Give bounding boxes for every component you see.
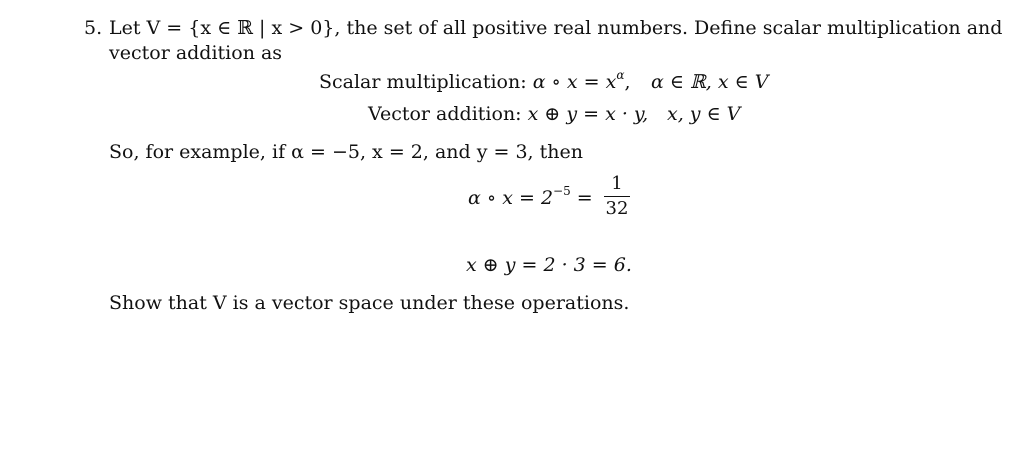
task-statement: Show that V is a vector space under these operations. — [109, 292, 630, 314]
example1-equals: = — [576, 187, 593, 209]
intro-line-2: vector addition as — [109, 42, 283, 64]
vector-formula: x ⊕ y = x · y, — [527, 103, 649, 125]
fraction-bar — [604, 196, 630, 197]
example-1 — [468, 184, 593, 209]
scalar-formula: α ∘ x = x — [532, 71, 617, 93]
vector-label: Vector addition: — [368, 103, 522, 125]
vector-addition-definition — [368, 105, 648, 124]
intro-line-1: Let V = {x ∈ ℝ | x > 0}, the set of all positive real numbers. Define scalar multiplication and — [109, 17, 1003, 39]
vector-condition: x, y ∈ V — [667, 103, 741, 125]
fraction-one-thirty-second — [604, 175, 630, 218]
example-2: x ⊕ y = 2 · 3 = 6. — [466, 254, 632, 276]
scalar-multiplication-definition: Scalar multiplication: α ∘ $x = x^\alpha$, — [319, 68, 631, 93]
scalar-label: Scalar multiplication: — [319, 71, 527, 93]
fraction-numerator: 1 — [611, 173, 623, 194]
example-intro: So, for example, if α = −5, x = 2, and y = 3, then — [109, 141, 583, 163]
scalar-exponent: α — [616, 68, 625, 82]
example1-exponent: −5 — [553, 184, 571, 198]
scalar-condition: α ∈ ℝ, x ∈ V — [651, 71, 769, 93]
problem-number: 5. — [84, 17, 103, 39]
example1-lhs: α ∘ x = 2 — [468, 187, 554, 209]
fraction-denominator: 32 — [605, 198, 629, 219]
